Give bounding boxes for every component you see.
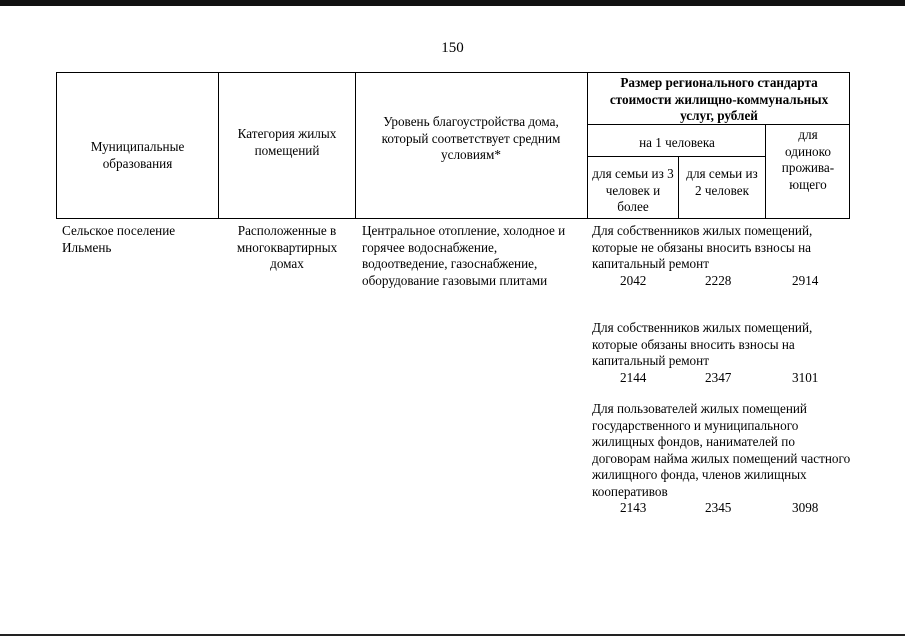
header-level: Уровень благоустройства дома, который соответствует средним условиям*: [381, 114, 561, 162]
row-level: Центральное отопление, холодное и горячее водоснабжение, водоотведение, газоснабжение, оборудование газовыми плитами: [362, 223, 566, 288]
header-category: Категория жилых помещений: [237, 126, 337, 158]
price-group-3: [592, 401, 854, 517]
header-family2: для семьи из 2 человек: [686, 166, 758, 198]
col-divider-4: [765, 124, 766, 219]
header-single: для одиноко прожива-ющего: [781, 127, 835, 192]
per-person-subheader-line: [587, 156, 765, 157]
value-family3: 2144: [620, 369, 647, 385]
value-family2: 2345: [705, 500, 732, 515]
price-group-label: Для пользователей жилых помещений государственного и муниципального жилищных фондов, нанимателей по договорам найма жилых помещений частного жилищного фонда, членов жилищных кооперативов: [592, 401, 851, 499]
table-top-line: [56, 72, 850, 73]
col-divider-3: [587, 72, 588, 219]
price-group-label: Для собственников жилых помещений, которые не обязаны вносить взносы на капитальный ремонт: [592, 223, 813, 271]
price-group-1: [592, 223, 854, 290]
top-border-rule: [0, 0, 905, 6]
price-group-label: Для собственников жилых помещений, которые обязаны вносить взносы на капитальный ремонт: [592, 320, 813, 368]
price-values: [592, 273, 854, 290]
row-category: Расположенные в многоквартирных домах: [236, 223, 338, 271]
value-single: 2914: [792, 272, 819, 288]
row-municipality: Сельское поселение Ильмень: [62, 223, 176, 255]
table-header-bottom-line: [56, 218, 850, 219]
col-divider-5: [678, 156, 679, 219]
header-municipal: Муниципальные образования: [90, 139, 185, 171]
price-group-2: [592, 320, 854, 387]
header-per-person: на 1 человека: [639, 135, 715, 150]
header-standard: Размер регионального стандарта стоимости жилищно-коммунальных услуг, рублей: [609, 75, 829, 123]
header-family3: для семьи из 3 человек и более: [592, 166, 674, 214]
col-divider-2: [355, 72, 356, 219]
page-number: 150: [441, 40, 464, 56]
table-left-line: [56, 72, 57, 219]
price-values: [592, 370, 854, 387]
value-single: 3101: [792, 369, 819, 385]
value-single: 3098: [792, 500, 819, 515]
value-family3: 2143: [620, 500, 647, 515]
value-family2: 2347: [705, 369, 732, 385]
value-family2: 2228: [705, 272, 732, 288]
value-family3: 2042: [620, 272, 647, 288]
col-divider-1: [218, 72, 219, 219]
price-values: [592, 500, 854, 517]
bottom-border-rule: [0, 634, 905, 636]
table-right-line: [849, 72, 850, 219]
